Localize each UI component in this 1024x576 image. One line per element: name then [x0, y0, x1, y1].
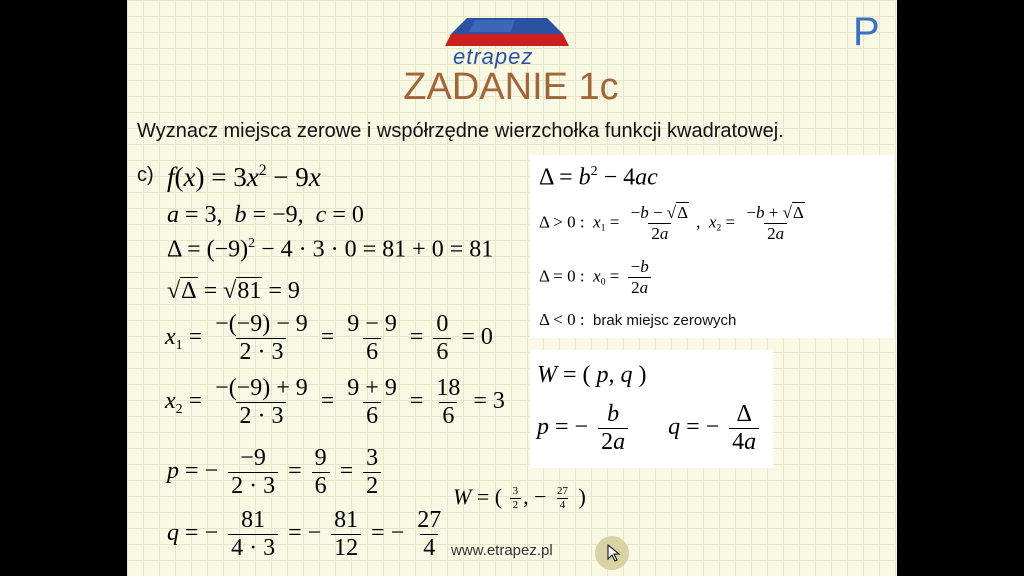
- delta-line: $\Delta = (-9)^2 - 4 \cdot 3 \cdot 0 = 81 + 0 = 81$: [167, 236, 494, 263]
- q-line: q = − $\frac{81}{4 \cdot 3}$ = − $\frac{81}{12}$ = − $\frac{27}{4}$: [167, 507, 442, 562]
- slide: [127, 0, 897, 576]
- task-instruction: Wyznacz miejsca zerowe i współrzędne wierzchołka funkcji kwadratowej.: [137, 120, 784, 142]
- logo-mark-icon: [445, 14, 575, 48]
- page-title: ZADANIE 1c: [403, 66, 619, 108]
- vertex-definition: W = ( p, q ): [537, 362, 647, 388]
- vertex-result: W = ( $\frac{3}{2}$ , − $\frac{27}{4}$ ): [453, 484, 586, 512]
- part-label: c): [137, 164, 154, 186]
- cursor-highlight: [595, 536, 629, 570]
- function-line: $f(x) = 3x^2 - 9x$: [167, 162, 321, 192]
- sqrt-delta-line: √Δ = √81 = 9: [167, 278, 300, 304]
- vertex-coordinates-formulas: p = − $\frac{b}{2a}$ q = − $\frac{\Delta}{4a}$: [537, 402, 763, 455]
- x2-line: $x_2$ = $\frac{-(-9) + 9}{2 \cdot 3}$ = $\frac{9 + 9}{6}$ = $\frac{18}{6}$ = 3: [165, 375, 505, 430]
- delta-negative-case: [539, 310, 736, 330]
- delta-definition: $\Delta = b^2 - 4ac$: [539, 164, 658, 191]
- mouse-pointer-icon: [607, 544, 621, 562]
- p-line: p = − $\frac{-9}{2 \cdot 3}$ = $\frac{9}{6}$ = $\frac{3}{2}$: [167, 446, 385, 499]
- etrapez-logo: [445, 14, 575, 69]
- delta-zero-case: Δ = 0 : $x_0$ = $\frac{-b}{2a}$: [539, 258, 656, 297]
- coefficients-line: a = 3, b = −9, c = 0: [167, 202, 364, 228]
- corner-badge: P: [853, 10, 880, 54]
- x1-line: $x_1$ = $\frac{-(-9) - 9}{2 \cdot 3}$ = $\frac{9 - 9}{6}$ = $\frac{0}{6}$ = 0: [165, 311, 493, 366]
- delta-positive-case: Δ > 0 : $x_1$ = $\frac{-b - √\Delta}{2a}$ , $x_2$ = $\frac{-b + √\Delta}{2a}$: [539, 203, 804, 243]
- logo-text: etrapez: [453, 44, 534, 69]
- footer-url[interactable]: www.etrapez.pl: [451, 542, 553, 559]
- no-roots-text: brak miejsc zerowych: [593, 312, 737, 329]
- delta-negative-symbol: Δ < 0 :: [539, 310, 585, 329]
